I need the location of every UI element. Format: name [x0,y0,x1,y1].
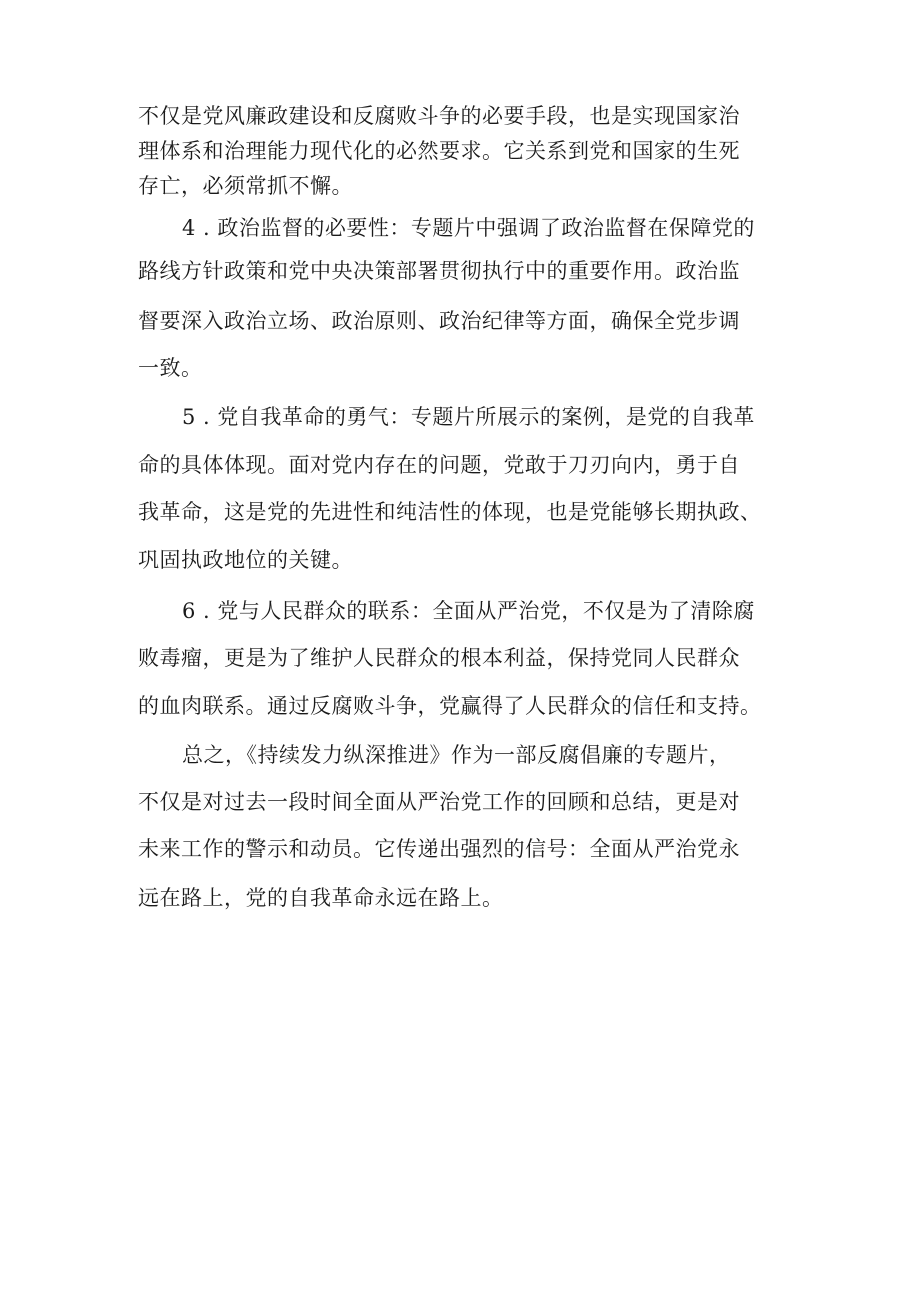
text-line: 不仅是对过去一段时间全面从严治党工作的回顾和总结，更是对 [138,790,740,814]
text-line: 督要深入政治立场、政治原则、政治纪律等方面，确保全党步调 [138,309,740,333]
text-line: 未来工作的警示和动员。它传递出强烈的信号：全面从严治党永 [138,837,740,861]
text-line: 的血肉联系。通过反腐败斗争，党赢得了人民群众的信任和支持。 [138,694,762,718]
text-line: 远在路上，党的自我革命永远在路上。 [138,886,504,910]
text-line: 命的具体体现。面对党内存在的问题，党敢于刀刃向内，勇于自 [138,453,740,477]
list-item-heading: 4 . 政治监督的必要性：专题片中强调了政治监督在保障党的 [182,216,755,240]
list-item-heading: 5 . 党自我革命的勇气：专题片所展示的案例，是党的自我革 [182,405,755,429]
text-line: 理体系和治理能力现代化的必然要求。它关系到党和国家的生死 [138,139,740,163]
text-line: 不仅是党风廉政建设和反腐败斗争的必要手段，也是实现国家治 [138,104,740,128]
text-line: 我革命，这是党的先进性和纯洁性的体现，也是党能够长期执政、 [138,500,762,524]
text-line: 路线方针政策和党中央决策部署贯彻执行中的重要作用。政治监 [138,259,740,283]
text-line: 一致。 [138,356,203,380]
text-line: 巩固执政地位的关键。 [138,548,353,572]
conclusion-start: 总之，《持续发力纵深推进》作为一部反腐倡廉的专题片， [182,743,731,767]
text-line: 存亡，必须常抓不懈。 [138,174,353,198]
list-item-heading: 6 . 党与人民群众的联系：全面从严治党，不仅是为了清除腐 [182,599,755,623]
text-line: 败毒瘤，更是为了维护人民群众的根本利益，保持党同人民群众 [138,646,740,670]
